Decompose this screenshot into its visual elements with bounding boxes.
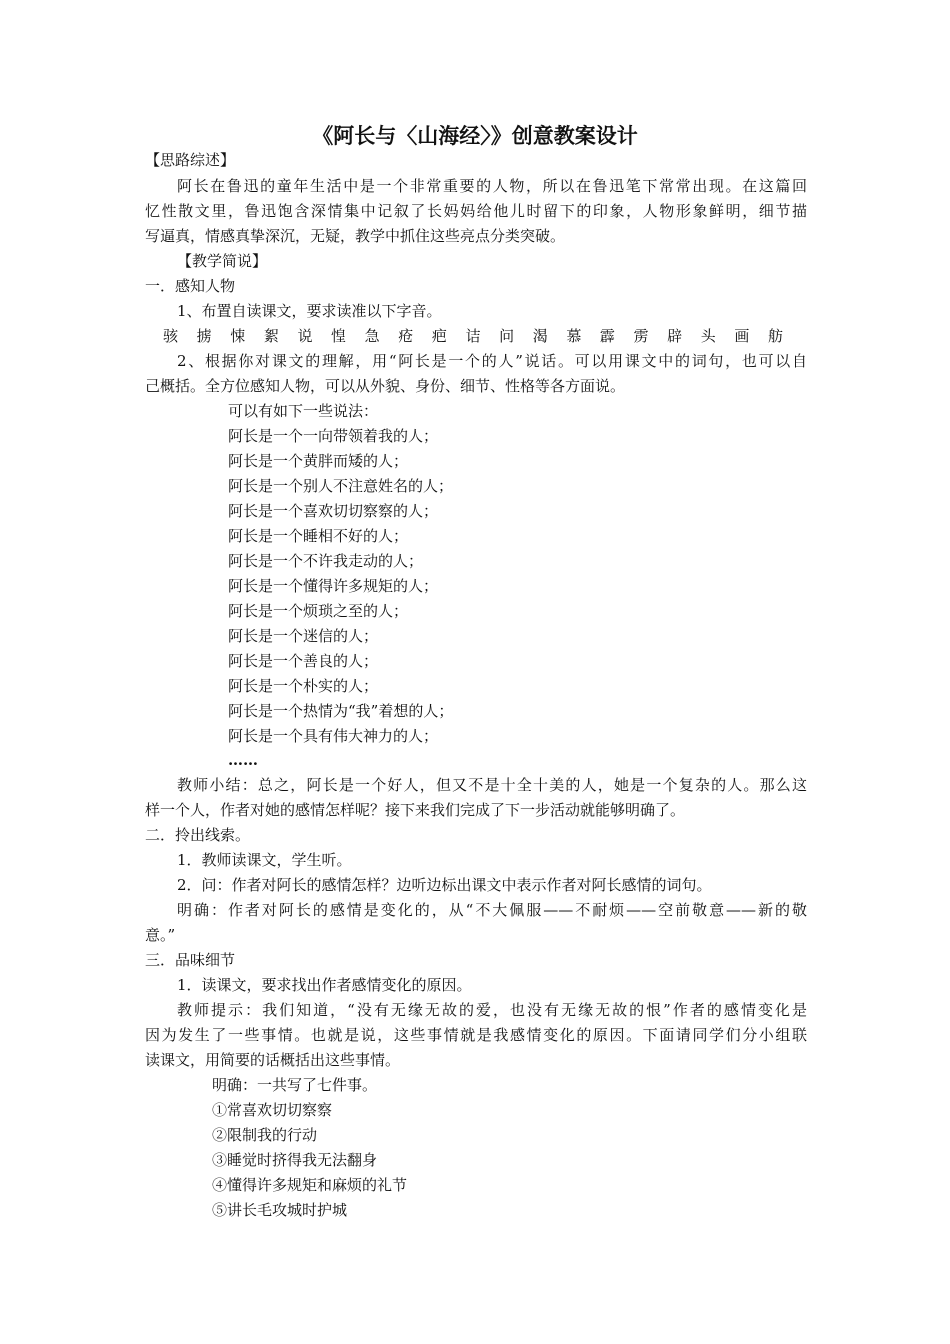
part3-hint-line: 读课文，用简要的话概括出这些事情。 [145, 1051, 401, 1069]
pronunciation-character: 霹 [599, 327, 615, 345]
pronunciation-character: 掳 [196, 327, 212, 345]
part1-item1: 1、布置自读课文，要求读准以下字音。 [177, 302, 442, 320]
part3-item1: 1．读课文，要求找出作者感情变化的原因。 [177, 976, 472, 994]
summary-line: 教师小结：总之，阿长是一个好人，但又不是十全十美的人，她是一个复杂的人。那么这 [177, 776, 807, 794]
part2-clarify-line: 明确：作者对阿长的感情是变化的，从“不大佩服——不耐烦——空前敬意——新的敬 [177, 901, 807, 919]
overview-heading: 【思路综述】 [145, 151, 236, 169]
pronunciation-character: 渴 [532, 327, 548, 345]
saying-ellipsis: …… [228, 751, 258, 769]
pronunciation-character: 雳 [633, 327, 649, 345]
part2-heading: 二．拎出线索。 [145, 826, 251, 844]
part2-clarify-line: 意。” [145, 926, 176, 944]
pronunciation-character: 絮 [263, 327, 279, 345]
overview-paragraph-line: 忆性散文里，鲁迅饱含深情集中记叙了长妈妈给他儿时留下的印象，人物形象鲜明，细节描 [145, 202, 807, 220]
part1-item2-line: 己概括。全方位感知人物，可以从外貌、身份、细节、性格等各方面说。 [145, 377, 626, 395]
pronunciation-character: 急 [364, 327, 380, 345]
part1-item2-line: 2、根据你对课文的理解，用“阿长是一个的人”说话。可以用课文中的词句，也可以自 [177, 352, 807, 370]
pronunciation-character: 头 [700, 327, 716, 345]
event-item: ②限制我的行动 [212, 1126, 318, 1144]
saying-line: 阿长是一个一向带领着我的人； [228, 427, 439, 445]
saying-line: 阿长是一个睡相不好的人； [228, 527, 409, 545]
saying-line: 阿长是一个朴实的人； [228, 677, 379, 695]
pronunciation-character: 舫 [767, 327, 783, 345]
overview-paragraph-line: 写逼真，情感真挚深沉，无疑，教学中抓住这些亮点分类突破。 [145, 227, 566, 245]
part3-hint-line: 教师提示：我们知道，“没有无缘无故的爱，也没有无缘无故的恨”作者的感情变化是 [177, 1001, 807, 1019]
event-item: ①常喜欢切切察察 [212, 1101, 333, 1119]
saying-line: 阿长是一个迷信的人； [228, 627, 379, 645]
pronunciation-character: 画 [734, 327, 750, 345]
saying-line: 阿长是一个别人不注意姓名的人； [228, 477, 454, 495]
saying-line: 阿长是一个烦琐之至的人； [228, 602, 409, 620]
pronunciation-character: 说 [297, 327, 313, 345]
saying-line: 阿长是一个善良的人； [228, 652, 379, 670]
saying-line: 阿长是一个喜欢切切察察的人； [228, 502, 439, 520]
pronunciation-character: 问 [499, 327, 515, 345]
saying-line: 可以有如下一些说法： [228, 402, 379, 420]
saying-line: 阿长是一个懂得许多规矩的人； [228, 577, 439, 595]
event-item: ④懂得许多规矩和麻烦的礼节 [212, 1176, 408, 1194]
saying-line: 阿长是一个不许我走动的人； [228, 552, 424, 570]
saying-line: 阿长是一个黄胖而矮的人； [228, 452, 409, 470]
pronunciation-character: 惶 [331, 327, 347, 345]
pronunciation-character: 疤 [431, 327, 447, 345]
event-item: ⑤讲长毛攻城时护城 [212, 1201, 348, 1219]
part3-heading: 三．品味细节 [145, 951, 236, 969]
pronunciation-character: 诘 [465, 327, 481, 345]
saying-line: 阿长是一个具有伟大神力的人； [228, 727, 439, 745]
saying-line: 阿长是一个热情为“我”着想的人； [228, 702, 454, 720]
pronunciation-character: 悚 [230, 327, 246, 345]
part3-clarify: 明确：一共写了七件事。 [212, 1076, 378, 1094]
summary-line: 样一个人，作者对她的感情怎样呢？接下来我们完成了下一步活动就能够明确了。 [145, 801, 686, 819]
overview-paragraph-line: 阿长在鲁迅的童年生活中是一个非常重要的人物，所以在鲁迅笔下常常出现。在这篇回 [177, 177, 807, 195]
part1-heading: 一．感知人物 [145, 277, 236, 295]
event-item: ③睡觉时挤得我无法翻身 [212, 1151, 378, 1169]
part2-item2: 2．问：作者对阿长的感情怎样？边听边标出课文中表示作者对阿长感情的词句。 [177, 876, 712, 894]
page-title: 《阿长与〈山海经〉》创意教案设计 [312, 123, 638, 148]
part2-item1: 1．教师读课文，学生听。 [177, 851, 352, 869]
pronunciation-character-list [163, 326, 783, 346]
part3-hint-line: 因为发生了一些事情。也就是说，这些事情就是我感情变化的原因。下面请同学们分小组联 [145, 1026, 807, 1044]
pronunciation-character: 疮 [398, 327, 414, 345]
pronunciation-character: 慕 [566, 327, 582, 345]
pronunciation-character: 辟 [667, 327, 683, 345]
pronunciation-character: 骇 [163, 327, 179, 345]
teaching-heading: 【教学简说】 [177, 252, 268, 270]
